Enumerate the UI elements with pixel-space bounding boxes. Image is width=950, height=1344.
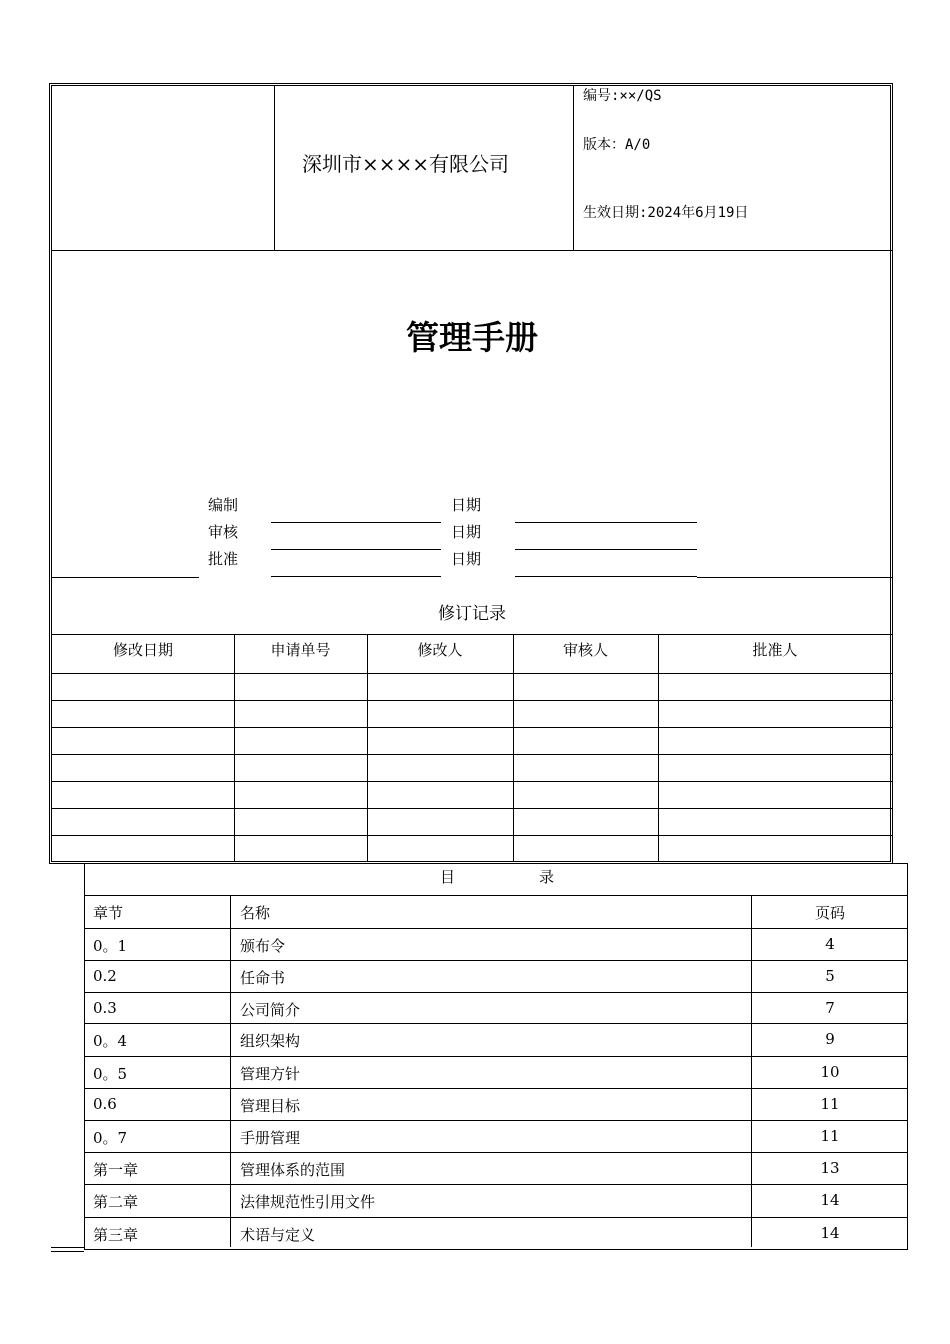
signoff-line-review — [271, 522, 441, 523]
toc-section: 0.6 — [93, 1095, 117, 1113]
toc-row[interactable] — [84, 1184, 908, 1216]
doc-version: 版本：A/0 — [583, 137, 651, 153]
revision-col-date: 修改日期 — [112, 641, 173, 659]
toc-page: 13 — [820, 1159, 840, 1177]
revision-row-line — [52, 700, 892, 701]
toc-page: 10 — [820, 1063, 840, 1081]
toc-row[interactable] — [84, 1120, 908, 1152]
signoff-role-3: 批准 — [208, 550, 239, 568]
toc-col-page: 页码 — [814, 904, 845, 922]
toc-title-left: 目 — [440, 868, 456, 886]
toc-name: 管理目标 — [240, 1097, 301, 1115]
toc-row[interactable] — [84, 1152, 908, 1184]
toc-page: 11 — [820, 1127, 840, 1145]
toc-section: 0.3 — [93, 999, 117, 1017]
signoff-date-label-1: 日期 — [451, 496, 482, 514]
toc-col-section: 章节 — [93, 904, 124, 922]
revision-col-divider-4 — [658, 634, 659, 862]
toc-name: 管理方针 — [240, 1065, 301, 1083]
cover-frame — [49, 83, 893, 864]
signoff-role-1: 编制 — [208, 496, 239, 514]
header-divider-2 — [573, 86, 574, 250]
revision-top-line-left — [52, 577, 199, 578]
toc-header-row — [84, 895, 908, 927]
revision-header-top — [52, 634, 892, 635]
toc-name: 颁布令 — [240, 937, 286, 955]
toc-section: 第三章 — [93, 1226, 139, 1244]
toc-section: 第一章 — [93, 1161, 139, 1179]
doc-number: 编号:××/QS — [583, 88, 662, 104]
toc-page: 9 — [825, 1030, 835, 1048]
page-edge-mark — [51, 1247, 84, 1252]
toc-page: 5 — [825, 967, 835, 985]
toc-page: 14 — [820, 1224, 840, 1242]
toc-page: 11 — [820, 1095, 840, 1113]
toc-row[interactable] — [84, 1088, 908, 1120]
toc-page: 14 — [820, 1191, 840, 1209]
toc-section: 0。5 — [93, 1065, 128, 1083]
header-bottom-line — [52, 250, 892, 251]
toc-row[interactable] — [84, 1056, 908, 1088]
toc-row[interactable] — [84, 1217, 908, 1249]
revision-col-divider-1 — [234, 634, 235, 862]
revision-row-line — [52, 754, 892, 755]
toc-section: 0.2 — [93, 967, 117, 985]
revision-row-line — [52, 781, 892, 782]
revision-title: 修订记录 — [438, 604, 506, 624]
toc-page: 4 — [825, 935, 835, 953]
revision-col-divider-2 — [367, 634, 368, 862]
revision-row-line — [52, 835, 892, 836]
signoff-date-label-2: 日期 — [451, 523, 482, 541]
toc-name: 法律规范性引用文件 — [240, 1193, 376, 1211]
revision-col-request-no: 申请单号 — [270, 641, 331, 659]
toc-row[interactable] — [84, 928, 908, 960]
revision-col-reviewer: 审核人 — [562, 641, 608, 659]
revision-col-approver: 批准人 — [752, 641, 798, 659]
toc-name: 术语与定义 — [240, 1226, 316, 1244]
company-name: 深圳市××××有限公司 — [302, 152, 510, 176]
revision-top-line-right — [697, 577, 892, 578]
revision-row-line — [52, 673, 892, 674]
revision-col-modifier: 修改人 — [417, 641, 463, 659]
toc-section: 第二章 — [93, 1193, 139, 1211]
signoff-role-2: 审核 — [208, 523, 239, 541]
toc-section: 0。4 — [93, 1032, 128, 1050]
toc-section: 0。7 — [93, 1129, 128, 1147]
toc-title-right: 录 — [539, 868, 555, 886]
toc-col-name: 名称 — [240, 904, 271, 922]
page-title: 管理手册 — [406, 318, 538, 357]
signoff-line-final — [271, 576, 441, 577]
header-divider-1 — [274, 86, 275, 250]
signoff-date-line-approve — [515, 576, 697, 577]
toc-row[interactable] — [84, 960, 908, 992]
toc-page: 7 — [825, 999, 835, 1017]
toc-row[interactable] — [84, 992, 908, 1024]
toc-name: 手册管理 — [240, 1129, 301, 1147]
toc-section: 0。1 — [93, 937, 128, 955]
signoff-date-line-review — [515, 549, 697, 550]
revision-row-line — [52, 808, 892, 809]
toc-name: 组织架构 — [240, 1032, 301, 1050]
signoff-date-label-3: 日期 — [451, 550, 482, 568]
signoff-date-line-compile — [515, 522, 697, 523]
effective-date: 生效日期:2024年6月19日 — [583, 205, 749, 221]
toc-name: 管理体系的范围 — [240, 1161, 346, 1179]
toc-name: 公司简介 — [240, 1001, 301, 1019]
revision-col-divider-3 — [513, 634, 514, 862]
signoff-line-approve — [271, 549, 441, 550]
toc-name: 任命书 — [240, 969, 286, 987]
revision-row-line — [52, 727, 892, 728]
toc-row[interactable] — [84, 1023, 908, 1055]
